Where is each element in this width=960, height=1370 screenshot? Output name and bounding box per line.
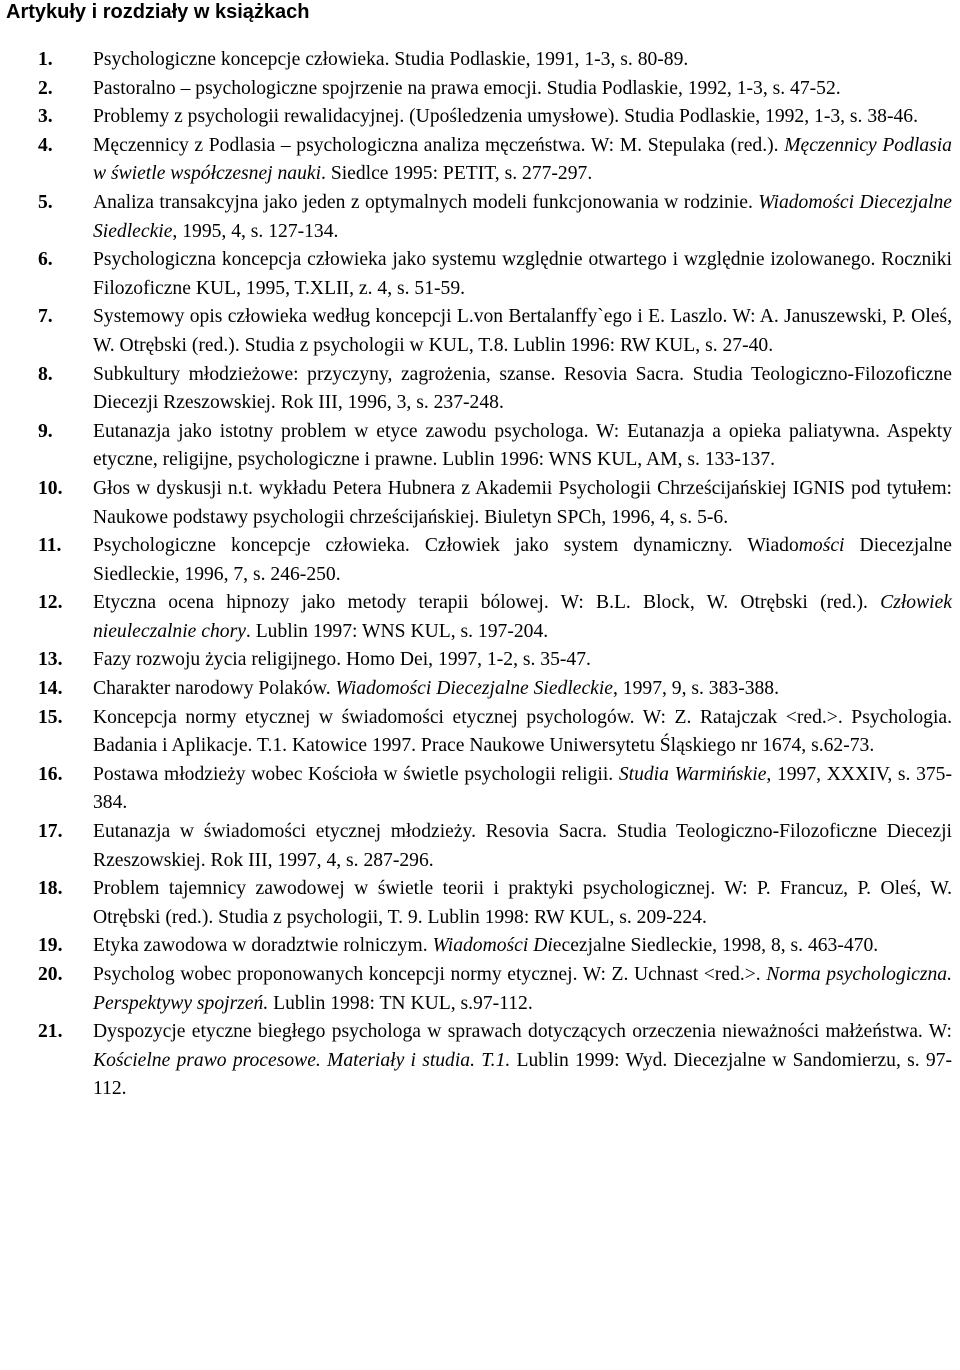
- bibliography-entry: [6, 361, 956, 418]
- entry-number: 16.: [38, 763, 63, 785]
- entry-number: 13.: [38, 649, 63, 671]
- bibliography-entry: [6, 46, 956, 75]
- bibliography-list: [6, 46, 956, 1104]
- entry-number: 19.: [38, 935, 63, 957]
- entry-text: ecezjalne Siedleckie, 1998, 8, s. 463-470.: [552, 935, 879, 957]
- bibliography-entry: [6, 303, 956, 360]
- entry-number: 20.: [38, 964, 63, 985]
- entry-text: Subkultury młodzieżowe: przyczyny, zagrożenia, szanse. Resovia Sacra. Studia Teologiczno-Filozoficzne Diecezji Rzeszowskiej. Rok III, 1996, 3, s. 237-248.: [93, 363, 952, 414]
- entry-number: 14.: [38, 678, 63, 700]
- entry-number: 4.: [38, 134, 53, 156]
- entry-number: 1.: [38, 49, 53, 70]
- bibliography-entry: [6, 475, 956, 532]
- bibliography-entry: [6, 818, 956, 875]
- entry-text: Dyspozycje etyczne biegłego psychologa w sprawach dotyczących orzeczenia nieważności małżeństwa. W:: [93, 1021, 952, 1043]
- bibliography-entry: [6, 961, 956, 1018]
- entry-text: Fazy rozwoju życia religijnego. Homo Dei, 1997, 1-2, s. 35-47.: [93, 649, 591, 671]
- entry-number: 17.: [38, 821, 63, 843]
- bibliography-entry: [6, 418, 956, 475]
- entry-text: Psychologiczna koncepcja człowieka jako systemu względnie otwartego i względnie izolowanego. Roczniki Filozoficzne KUL, 1995, T.XLII, z. 4, s. 51-59.: [93, 249, 952, 299]
- entry-text: Systemowy opis człowieka według koncepcji L.von Bertalanffy`ego i E. Laszlo. W: A. Januszewski, P. Oleś, W. Otrębski (red.). Studia z psychologii w KUL, T.8. Lublin 1996: RW KUL, s. 27-40.: [93, 306, 952, 356]
- entry-number: 2.: [38, 77, 53, 99]
- entry-number: 6.: [38, 249, 53, 271]
- entry-text: Charakter narodowy Polaków.: [93, 678, 336, 700]
- entry-text: Eutanazja w świadomości etycznej młodzieży. Resovia Sacra. Studia Teologiczno-Filozoficzne Diecezji Rzeszowskiej. Rok III, 1997, 4, s. 287-296.: [93, 821, 952, 871]
- bibliography-entry: [6, 132, 956, 189]
- entry-number: 8.: [38, 363, 53, 385]
- bibliography-entry: [6, 532, 956, 589]
- entry-italic-title: Wiadomości Di: [432, 935, 553, 957]
- bibliography-entry: [6, 589, 956, 646]
- entry-text: Eutanazja jako istotny problem w etyce zawodu psychologa. W: Eutanazja a opieka paliatywna. Aspekty etyczne, religijne, psychologiczne i prawne. Lublin 1996: WNS KUL, AM, s. 133-137.: [93, 420, 952, 471]
- entry-number: 15.: [38, 706, 63, 728]
- entry-text: , 1997, XXXIV, s. 375-384.: [93, 763, 952, 814]
- entry-italic-title: Wiadomości Diecezjalne Siedleckie: [93, 191, 952, 242]
- bibliography-entry: [6, 932, 956, 961]
- entry-text: Etyka zawodowa w doradztwie rolniczym.: [93, 935, 433, 957]
- entry-text: , 1995, 4, s. 127-134.: [172, 220, 339, 242]
- bibliography-entry: [6, 246, 956, 303]
- entry-text: Diecezjalne Siedleckie, 1996, 7, s. 246-250.: [93, 535, 953, 585]
- entry-text: Psychologiczne koncepcje człowieka. Studia Podlaskie, 1991, 1-3, s. 80-89.: [93, 49, 689, 70]
- entry-italic-title: Kościelne prawo procesowe. Materiały i studia. T.1.: [93, 1049, 511, 1071]
- entry-text: . Siedlce 1995: PETIT, s. 277-297.: [321, 163, 593, 185]
- bibliography-entry: [6, 103, 956, 132]
- entry-number: 12.: [38, 592, 63, 614]
- entry-text: Analiza transakcyjna jako jeden z optymalnych modeli funkcjonowania w rodzinie.: [93, 191, 759, 213]
- bibliography-entry: [6, 675, 956, 704]
- entry-italic-title: Męczennicy Podlasia w świetle współczesnej nauki: [93, 134, 952, 185]
- entry-text: Psycholog wobec proponowanych koncepcji normy etycznej. W: Z. Uchnast <red.>.: [93, 964, 767, 985]
- bibliography-entry: [6, 75, 956, 104]
- entry-text: Problemy z psychologii rewalidacyjnej. (Upośledzenia umysłowe). Studia Podlaskie, 1992, 1-3, s. 38-46.: [93, 106, 918, 128]
- bibliography-entry: [6, 875, 956, 932]
- entry-text: Psychologiczne koncepcje człowieka. Człowiek jako system dynamiczny. Wiado: [93, 535, 799, 557]
- entry-text: Postawa młodzieży wobec Kościoła w świetle psychologii religii.: [93, 763, 619, 785]
- entry-number: 11.: [38, 535, 62, 557]
- bibliography-entry: [6, 1018, 956, 1104]
- entry-text: Męczennicy z Podlasia – psychologiczna analiza męczeństwa. W: M. Stepulaka (red.).: [93, 134, 785, 156]
- entry-text: Lublin 1999: Wyd. Diecezjalne w Sandomierzu, s. 97-112.: [93, 1049, 952, 1100]
- entry-italic-title: Wiadomości Diecezjalne Siedleckie: [335, 678, 613, 700]
- entry-text: Problem tajemnicy zawodowej w świetle teorii i praktyki psychologicznej. W: P. Francuz, P. Oleś, W. Otrębski (red.). Studia z psychologii, T. 9. Lublin 1998: RW KUL, s. 209-224.: [93, 878, 952, 928]
- section-heading: Artykuły i rozdziały w książkach: [6, 1, 310, 23]
- entry-italic-title: Człowiek nieuleczalnie chory: [93, 592, 952, 642]
- entry-number: 3.: [38, 106, 53, 128]
- bibliography-entry: [6, 189, 956, 246]
- bibliography-entry: [6, 646, 956, 675]
- entry-text: Głos w dyskusji n.t. wykładu Petera Hubnera z Akademii Psychologii Chrześcijańskiej IGNIS pod tytułem: Naukowe podstawy psychologii chrześcijańskiej. Biuletyn SPCh, 1996, 4, s. 5-6.: [93, 477, 952, 528]
- entry-text: . Lublin 1997: WNS KUL, s. 197-204.: [245, 620, 549, 642]
- entry-number: 18.: [38, 878, 63, 900]
- entry-number: 5.: [38, 191, 53, 213]
- entry-italic-title: Norma psychologiczna. Perspektywy spojrzeń.: [93, 964, 952, 1014]
- bibliography-entry: [6, 761, 956, 818]
- entry-text: , 1997, 9, s. 383-388.: [613, 678, 780, 700]
- entry-text: Pastoralno – psychologiczne spojrzenie na prawa emocji. Studia Podlaskie, 1992, 1-3, s. 47-52.: [93, 77, 841, 99]
- entry-italic-title: Studia Warmińskie: [618, 763, 767, 785]
- entry-text: Lublin 1998: TN KUL, s.97-112.: [268, 992, 533, 1014]
- entry-italic-title: mości: [798, 535, 845, 557]
- entry-text: Koncepcja normy etycznej w świadomości etycznej psychologów. W: Z. Ratajczak <red.>. Psychologia. Badania i Aplikacje. T.1. Katowice 1997. Prace Naukowe Uniwersytetu Śląskiego nr 1674, s.62-73.: [93, 706, 952, 757]
- entry-text: Etyczna ocena hipnozy jako metody terapii bólowej. W: B.L. Block, W. Otrębski (red.).: [93, 592, 881, 614]
- bibliography-entry: [6, 704, 956, 761]
- entry-number: 7.: [38, 306, 53, 328]
- entry-number: 10.: [38, 477, 63, 499]
- entry-number: 9.: [38, 420, 53, 442]
- entry-number: 21.: [38, 1021, 63, 1043]
